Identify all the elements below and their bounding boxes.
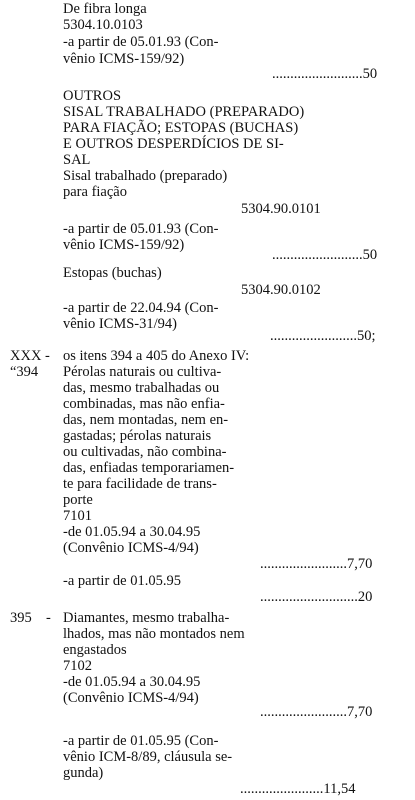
rate-leader: .......................11,54 bbox=[240, 781, 356, 797]
text-line: para fiação bbox=[63, 184, 127, 200]
text-line: Sisal trabalhado (preparado) bbox=[63, 168, 228, 184]
tariff-code: 5304.90.0101 bbox=[241, 201, 321, 217]
text-line: combinadas, mas não enfia- bbox=[63, 396, 225, 412]
tariff-code: 7101 bbox=[63, 508, 92, 524]
tariff-code: 7102 bbox=[63, 658, 92, 674]
text-line: PARA FIAÇÃO; ESTOPAS (BUCHAS) bbox=[63, 120, 299, 136]
text-line: vênio ICM-8/89, cláusula se- bbox=[63, 749, 233, 765]
text-line: porte bbox=[63, 492, 93, 508]
text-line: ou cultivadas, não combina- bbox=[63, 444, 227, 460]
text-line: Estopas (buchas) bbox=[63, 265, 162, 281]
rate-leader: ........................7,70 bbox=[260, 704, 373, 720]
text-line: vênio ICMS-159/92) bbox=[63, 51, 185, 67]
rate-leader: ........................7,70 bbox=[260, 556, 373, 572]
text-line: engastados bbox=[63, 642, 127, 658]
item-number: “394 bbox=[10, 364, 39, 380]
text-line: OUTROS bbox=[63, 88, 122, 104]
text-line: das, mesmo trabalhadas ou bbox=[63, 380, 220, 396]
rate-leader: .........................50 bbox=[272, 66, 378, 82]
text-line: De fibra longa bbox=[63, 1, 147, 17]
rate-leader: ...........................20 bbox=[260, 589, 373, 605]
rate-leader: .........................50 bbox=[272, 247, 378, 263]
section-marker: XXX - bbox=[10, 348, 50, 364]
text-line: SISAL TRABALHADO (PREPARADO) bbox=[63, 104, 305, 120]
text-line: -a partir de 01.05.95 (Con- bbox=[63, 733, 219, 749]
section-heading: os itens 394 a 405 do Anexo IV: bbox=[63, 348, 250, 364]
text-line: gastadas; pérolas naturais bbox=[63, 428, 212, 444]
text-line: E OUTROS DESPERDÍCIOS DE SI- bbox=[63, 136, 284, 152]
text-line: das, enfiadas temporariamen- bbox=[63, 460, 235, 476]
text-line: -a partir de 05.01.93 (Con- bbox=[63, 221, 219, 237]
text-line: te para facilidade de trans- bbox=[63, 476, 217, 492]
text-line: das, nem montadas, nem en- bbox=[63, 412, 229, 428]
text-line: SAL bbox=[63, 152, 91, 168]
tariff-code: 5304.90.0102 bbox=[241, 282, 321, 298]
tariff-code: 5304.10.0103 bbox=[63, 17, 143, 33]
text-line: gunda) bbox=[63, 765, 104, 781]
text-line: -a partir de 05.01.93 (Con- bbox=[63, 34, 219, 50]
item-number: 395 bbox=[10, 610, 32, 626]
text-line: Pérolas naturais ou cultiva- bbox=[63, 364, 222, 380]
text-line: -de 01.05.94 a 30.04.95 bbox=[63, 674, 201, 690]
text-line: vênio ICMS-159/92) bbox=[63, 237, 185, 253]
text-line: (Convênio ICMS-4/94) bbox=[63, 540, 199, 556]
rate-leader: ........................50; bbox=[270, 328, 376, 344]
text-line: -a partir de 22.04.94 (Con- bbox=[63, 300, 219, 316]
text-line: lhados, mas não montados nem bbox=[63, 626, 245, 642]
text-line: vênio ICMS-31/94) bbox=[63, 316, 177, 332]
text-line: (Convênio ICMS-4/94) bbox=[63, 690, 199, 706]
text-line: -de 01.05.94 a 30.04.95 bbox=[63, 524, 201, 540]
item-dash: - bbox=[46, 610, 51, 626]
text-line: Diamantes, mesmo trabalha- bbox=[63, 610, 230, 626]
text-line: -a partir de 01.05.95 bbox=[63, 573, 181, 589]
